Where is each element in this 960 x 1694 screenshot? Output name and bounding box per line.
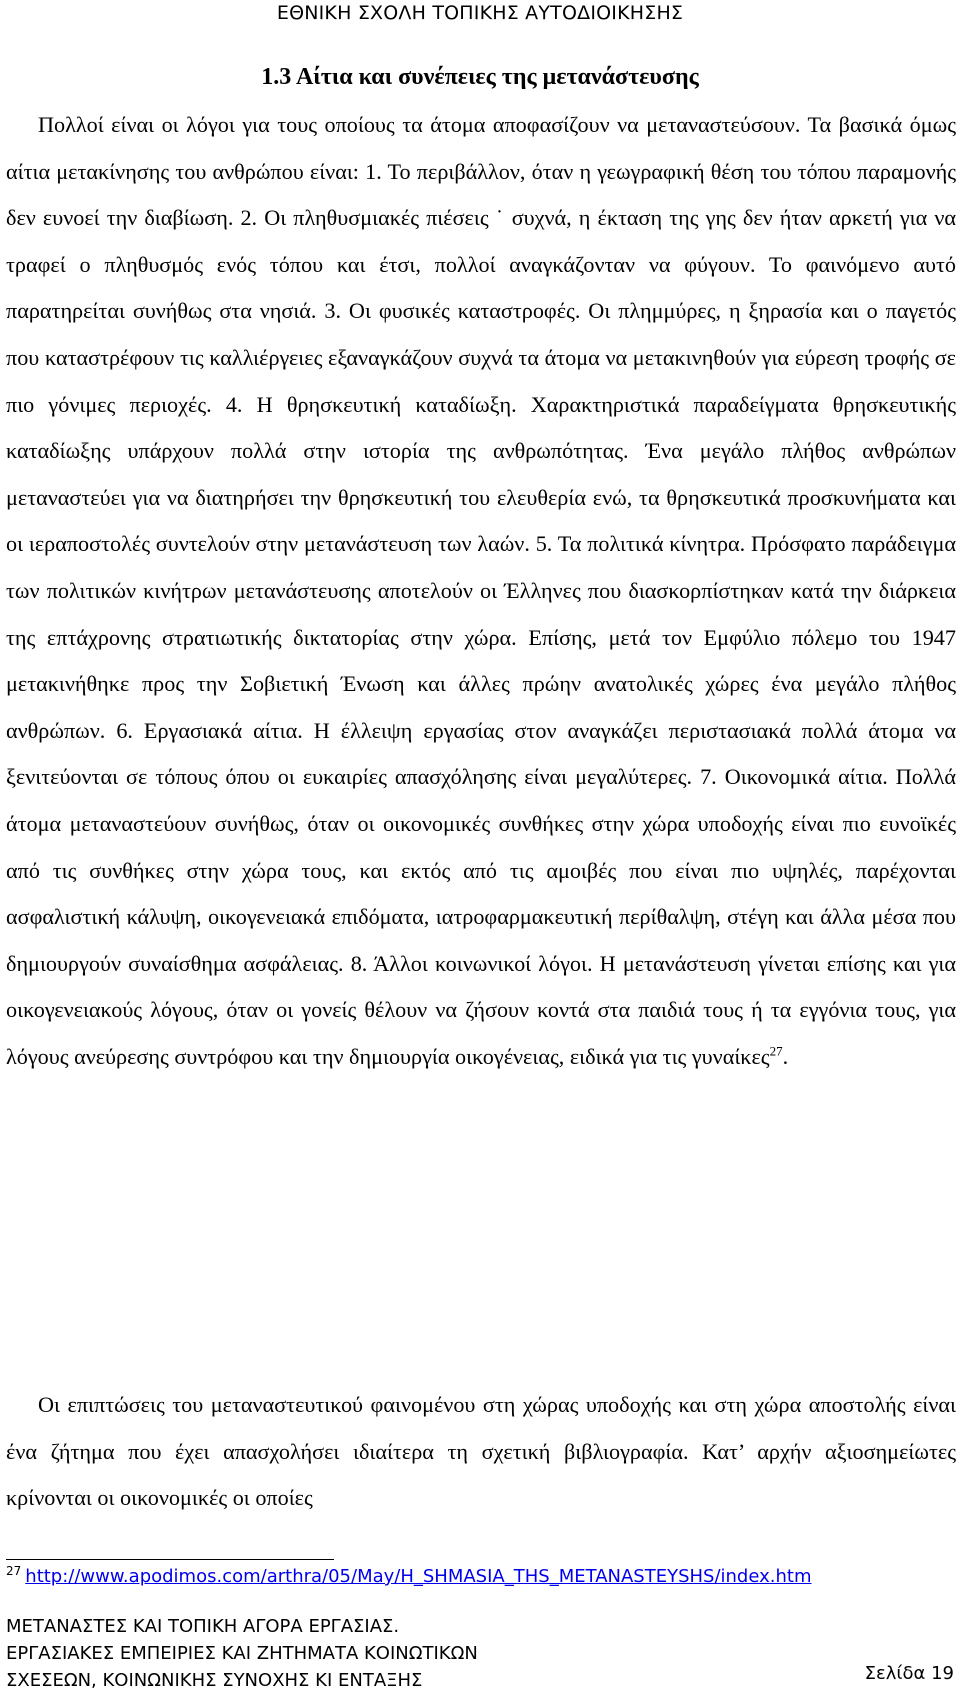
paragraph-causes-text: Πολλοί είναι οι λόγοι για τους οποίους τα άτομα αποφασίζουν να μεταναστεύσουν. Τα βασικά όμως αίτια μετακίνησης του ανθρώπου είναι: 1. Το περιβάλλον, όταν η γεωγραφική θέση του τόπου παραμονής δεν ευνοεί την διαβίωση. 2. Οι πληθυσμιακές πιέσεις ˙ συχνά, η έκταση της γης δεν ήταν αρκετή για να τραφεί ο πληθυσμός ενός τόπου και έτσι, πολλοί αναγκάζονταν να φύγουν. Το φαινόμενο αυτό παρατηρείται συνήθως στα νησιά. 3. Οι φυσικές καταστροφές. Οι πλημμύρες, η ξηρασία και ο παγετός που καταστρέφουν τις καλλιέργειες εξαναγκάζουν συχνά τα άτομα να μετακινηθούν για εύρεση τροφής σε πιο γόνιμες περιοχές. 4. Η θρησκευτική καταδίωξη. Χαρακτηριστικά παραδείγματα θρησκευτικής καταδίωξης υπάρχουν πολλά στην ιστορία της ανθρωπότητας. Ένα μεγάλο πλήθος ανθρώπων μεταναστεύει για να διατηρήσει την θρησκευτική του ελευθερία ενώ, τα θρησκευτικά προσκυνήματα και οι ιεραποστολές συντελούν στην μετανάστευση των λαών. 5. Τα πολιτικά κίνητρα. Πρόσφατο παράδειγμα των πολιτικών κινήτρων μετανάστευσης αποτελούν οι Έλληνες που διασκορπίστηκαν κατά την διάρκεια της επτάχρονης στρατιωτικής δικτατορίας στην χώρα. Επίσης, μετά τον Εμφύλιο πόλεμο του 1947 μετακινήθηκε προς την Σοβιετική Ένωση και άλλες πρώην ανατολικές χώρες ένα μεγάλο πλήθος ανθρώπων. 6. Εργασιακά αίτια. Η έλλειψη εργασίας στον αναγκάζει περιστασιακά πολλά άτομα να ξενιτεύονται σε τόπους όπου οι ευκαιρίες απασχόλησης είναι μεγαλύτερες. 7. Οικονομικά αίτια. Πολλά άτομα μεταναστεύουν συνήθως, όταν οι οικονομικές συνθήκες στην χώρα υποδοχής είναι πιο ευνοϊκές από τις συνθήκες στην χώρα τους, και εκτός από τις αμοιβές που είναι πιο υψηλές, παρέχονται ασφαλιστική κάλυψη, οικογενειακά επιδόματα, ιατροφαρμακευτική περίθαλψη, στέγη και άλλα μέσα που δημιουργούν συναίσθημα ασφάλειας. 8. Άλλοι κοινωνικοί λόγοι. Η μετανάστευση γίνεται επίσης και για οικογενειακούς λόγους, όταν οι γονείς θέλουν να ζήσουν κοντά στα παιδιά τους ή τα εγγόνια τους, για λόγους ανεύρεσης συντρόφου και την δημιουργία οικογένειας, ειδικά για τις γυναίκες	[6, 112, 956, 1069]
footnote-ref[interactable]: 27	[769, 1043, 783, 1059]
footnote	[6, 1566, 812, 1587]
page-number: Σελίδα 19	[864, 1663, 954, 1684]
paragraph-end-period: .	[782, 1043, 789, 1069]
paragraph-consequences-text: Οι επιπτώσεις του μεταναστευτικού φαινομένου στη χώρας υποδοχής και στη χώρα αποστολής είναι ένα ζήτημα που έχει απασχολήσει ιδιαίτερα τη σχετική βιβλιογραφία. Κατ’ αρχήν αξιοσημείωτες κρίνονται οι οικονομικές οι οποίες	[6, 1392, 956, 1511]
paragraph-causes	[6, 102, 956, 1080]
running-footer	[6, 1613, 478, 1694]
footer-line-1: ΜΕΤΑΝΑΣΤΕΣ ΚΑΙ ΤΟΠΙΚΗ ΑΓΟΡΑ ΕΡΓΑΣΙΑΣ.	[6, 1616, 400, 1637]
footer-line-2: ΕΡΓΑΣΙΑΚΕΣ ΕΜΠΕΙΡΙΕΣ ΚΑΙ ΖΗΤΗΜΑΤΑ ΚΟΙΝΩΤΙΚΩΝ	[6, 1643, 478, 1664]
paragraph-consequences	[6, 1382, 956, 1522]
footer-line-3: ΣΧΕΣΕΩΝ, ΚΟΙΝΩΝΙΚΗΣ ΣΥΝΟΧΗΣ ΚΙ ΕΝΤΑΞΗΣ	[6, 1670, 423, 1691]
footnote-link[interactable]: http://www.apodimos.com/arthra/05/May/H_SHMASIA_THS_METANASTEYSHS/index.htm	[25, 1566, 812, 1587]
footnote-separator	[6, 1559, 334, 1560]
footnote-number: 27	[6, 1564, 22, 1578]
section-title: 1.3 Αίτια και συνέπειες της μετανάστευσης	[261, 64, 699, 90]
running-header: ΕΘΝΙΚΗ ΣΧΟΛΗ ΤΟΠΙΚΗΣ ΑΥΤΟΔΙΟΙΚΗΣΗΣ	[276, 2, 684, 24]
